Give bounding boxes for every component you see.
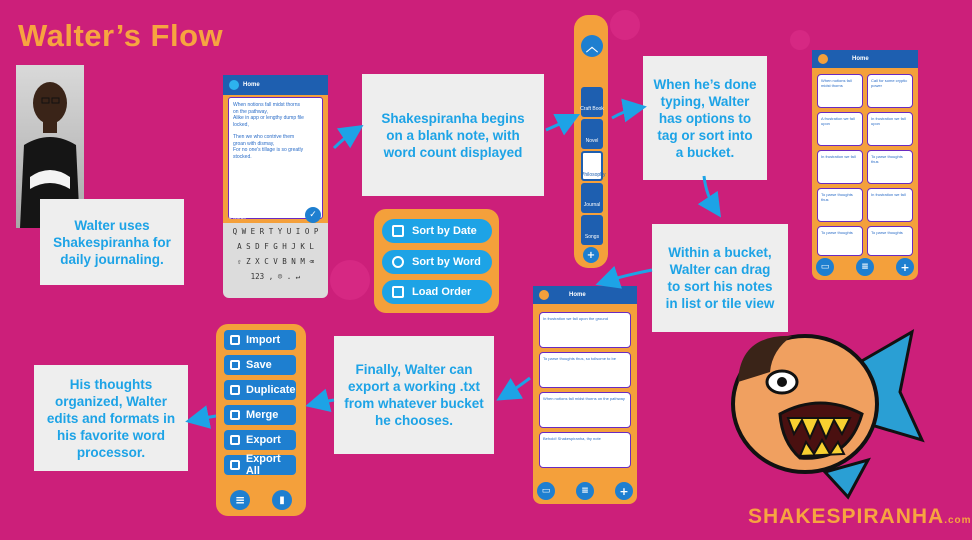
trash-icon[interactable]: ▮ — [272, 490, 292, 510]
bucket-icon[interactable]: ▭ — [816, 258, 834, 276]
note-line: For no one's tillage is so greatly — [233, 147, 304, 153]
flow-arrow — [194, 416, 216, 420]
bucket-label: Songs — [584, 234, 600, 240]
duplicate-label: Duplicate — [246, 384, 296, 396]
editor-header-label: Home — [243, 82, 260, 88]
tile-card[interactable]: To parse thoughts — [817, 226, 863, 256]
note-line: Alike in app or lengthy dump file — [233, 115, 304, 121]
tile-card[interactable]: When notions fall midst thorns — [817, 74, 863, 108]
flow-arrow — [704, 176, 716, 210]
chevron-up-icon[interactable]: ︿ — [581, 35, 603, 57]
sort-by-date-label: Sort by Date — [412, 225, 477, 237]
flow-arrow — [504, 378, 530, 396]
tile-card[interactable]: In frustration we fall — [867, 188, 913, 222]
note-line: When notions fall midst thorns — [233, 102, 300, 108]
sort-by-word-label: Sort by Word — [412, 256, 481, 268]
list-card[interactable]: In frustration we fall upon the ground — [539, 312, 631, 348]
bucket-label: Journal — [583, 202, 601, 208]
bucket-label: Craft Book — [580, 106, 604, 112]
flow-arrow — [334, 130, 356, 148]
note-text: When he’s done typing, Walter has options to tag or sort into a bucket. — [653, 76, 757, 160]
bucket-icon[interactable]: ▭ — [537, 482, 555, 500]
page-title: Walter’s Flow — [18, 18, 224, 53]
word-count: 0 Words — [229, 215, 246, 220]
menu-icon[interactable]: ≡ — [576, 482, 594, 500]
note-line: on the pathway, — [233, 108, 268, 115]
tile-card[interactable]: In frustration we fall upon — [867, 112, 913, 146]
flow-arrow — [546, 118, 572, 130]
keyboard-row[interactable]: 123 , ☺ . ↵ — [250, 272, 301, 281]
note-text: His thoughts organized, Walter edits and formats in his favorite word processor. — [46, 376, 176, 460]
export-label: Export — [246, 434, 281, 446]
checkmark-icon[interactable]: ✓ — [305, 207, 321, 223]
keyboard-row[interactable]: A S D F G H J K L — [237, 242, 314, 251]
note-line: locked, — [233, 121, 249, 128]
note-text: Shakespiranha begins on a blank note, with word count displayed — [381, 110, 525, 160]
tile-header-label: Home — [852, 56, 869, 62]
bucket-label: Philosophy — [581, 172, 606, 178]
list-card[interactable]: When notions fall midst thorns on the pathway — [539, 392, 631, 428]
tile-card[interactable]: To parse thoughts — [867, 226, 913, 256]
note-text: Within a bucket, Walter can drag to sort his notes in list or tile view — [665, 245, 775, 311]
flow-arrow — [314, 400, 334, 404]
flow-arrow — [612, 108, 638, 118]
list-card[interactable]: Behold! Shakespiranha, thy note — [539, 432, 631, 468]
flow-arrow — [604, 270, 652, 282]
tile-card[interactable]: In frustration we fall — [817, 150, 863, 184]
merge-label: Merge — [246, 409, 279, 421]
menu-icon[interactable]: ≡ — [856, 258, 874, 276]
note-line: stocked. — [233, 153, 252, 160]
tile-card[interactable]: Call for some cryptic power — [867, 74, 913, 108]
bucket-label: Novel — [585, 138, 599, 144]
save-label: Save — [246, 359, 272, 371]
note-text: Walter uses Shakespiranha for daily journaling. — [53, 217, 171, 267]
menu-icon[interactable]: ≡ — [230, 490, 250, 510]
export-all-label: Export All — [245, 453, 281, 477]
brand-name: SHAKESPIRANHA — [748, 505, 945, 528]
keyboard-row[interactable]: ⇧ Z X C V B N M ⌫ — [237, 257, 314, 266]
add-bucket-icon[interactable]: + — [583, 247, 599, 263]
tile-card[interactable]: To parse thoughts thus — [867, 150, 913, 184]
tile-card[interactable]: A frustration we fall upon — [817, 112, 863, 146]
brand-suffix: .com — [944, 515, 972, 526]
note-line: Then we who contrive them — [233, 134, 295, 140]
list-card[interactable]: To parse thoughts thus, so toilsome to be — [539, 352, 631, 388]
list-header-label: Home — [569, 292, 586, 298]
load-order-label: Load Order — [412, 286, 472, 298]
keyboard-row[interactable]: Q W E R T Y U I O P — [232, 227, 319, 236]
tile-card[interactable]: To parse thoughts thus — [817, 188, 863, 222]
add-icon[interactable]: + — [896, 258, 914, 276]
add-icon[interactable]: + — [615, 482, 633, 500]
import-label: Import — [246, 334, 281, 346]
note-text: Finally, Walter can export a working .txt from whatever bucket he chooses. — [344, 362, 484, 428]
note-line: groan with dismay, — [233, 140, 275, 147]
